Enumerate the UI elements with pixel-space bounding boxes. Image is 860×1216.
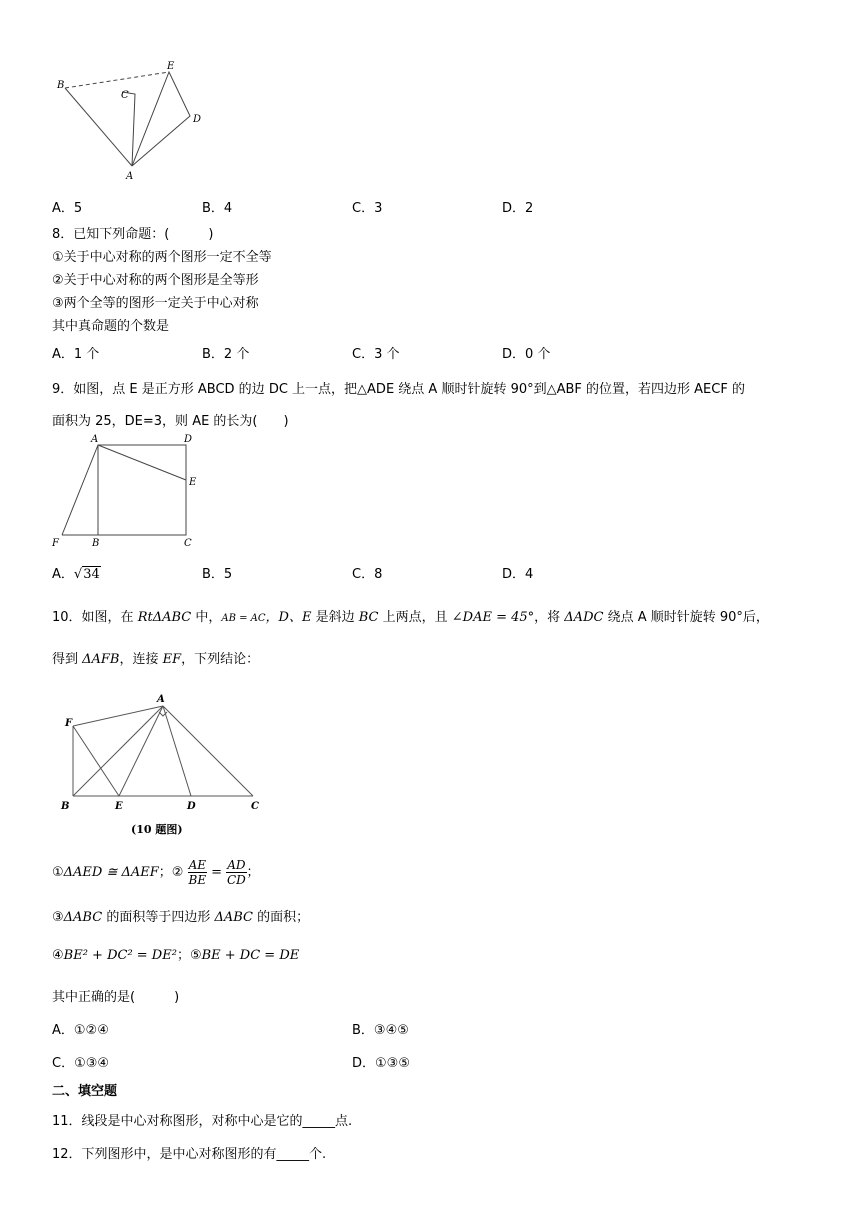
q10-label-a: A xyxy=(157,694,165,705)
q10-label-e: E xyxy=(115,801,123,812)
q10-option-d: D．①③⑤ xyxy=(352,1056,410,1071)
q10-stem-line1: 10．如图，在 RtΔABC 中，AB = AC，D、E 是斜边 BC 上两点，且 ∠DAE = 45°，将 ΔADC 绕点 A 顺时针旋转 90°后， xyxy=(52,610,769,625)
q9-option-c: C．8 xyxy=(352,567,383,582)
q7-figure xyxy=(55,58,215,183)
section-title-fill-in: 二、填空题 xyxy=(52,1084,118,1099)
q9-option-a-sqrt: √34 xyxy=(73,567,100,582)
q8-option-d: D．0 个 xyxy=(502,347,551,362)
q8-item-1: ①关于中心对称的两个图形一定不全等 xyxy=(52,250,272,265)
q9-option-a-radicand: 34 xyxy=(83,567,100,582)
q11-text: 11．线段是中心对称图形，对称中心是它的_____点. xyxy=(52,1114,353,1129)
q9-label-d: D xyxy=(184,434,193,445)
q8-item-2: ②关于中心对称的两个图形是全等形 xyxy=(52,273,259,288)
q9-option-b: B．5 xyxy=(202,567,233,582)
q10-frac-ae-be: $\frac{AE}{BE}$ xyxy=(188,858,207,887)
q12-text: 12．下列图形中，是中心对称图形的有_____个. xyxy=(52,1147,327,1162)
q9-label-f: F xyxy=(52,538,59,549)
q10-conclusion-4-5: ④BE² + DC² = DE²；⑤BE + DC = DE xyxy=(52,948,300,963)
q10-stem-line2: 得到 ΔAFB，连接 EF，下列结论： xyxy=(52,652,260,667)
q10-option-a: A．①②④ xyxy=(52,1023,109,1038)
q7-label-e: E xyxy=(167,61,175,72)
q10-label-b: B xyxy=(61,801,70,812)
q8-option-a: A．1 个 xyxy=(52,347,100,362)
q7-label-c: C xyxy=(121,90,129,101)
q8-stem: 8．已知下列命题：( ) xyxy=(52,227,214,242)
q7-option-b: B．4 xyxy=(202,201,233,216)
q9-option-d: D．4 xyxy=(502,567,534,582)
q8-option-c: C．3 个 xyxy=(352,347,400,362)
q10-conclusion-3: ③ΔABC 的面积等于四边形 ΔABC 的面积； xyxy=(52,910,310,925)
q10-label-f: F xyxy=(65,718,73,729)
q9-label-e: E xyxy=(189,477,197,488)
q7-label-d: D xyxy=(193,114,202,125)
q8-question: 其中真命题的个数是 xyxy=(52,319,170,334)
q10-label-d: D xyxy=(187,801,196,812)
q7-option-d: D．2 xyxy=(502,201,534,216)
q9-label-b: B xyxy=(92,538,100,549)
q8-item-3: ③两个全等的图形一定关于中心对称 xyxy=(52,296,259,311)
q7-option-c: C．3 xyxy=(352,201,383,216)
q10-frac-ad-cd: $\frac{AD}{CD}$ xyxy=(226,858,246,887)
q7-label-b: B xyxy=(57,80,65,91)
q10-question: 其中正确的是( ) xyxy=(52,990,180,1005)
q10-figure-caption: (10 题图) xyxy=(131,823,183,836)
q7-label-a: A xyxy=(126,171,134,182)
q10-option-b: B．③④⑤ xyxy=(352,1023,409,1038)
q9-figure xyxy=(48,430,208,552)
q10-option-c: C．①③④ xyxy=(52,1056,110,1071)
q10-figure xyxy=(55,688,275,840)
q9-option-a-prefix: A． xyxy=(52,567,74,582)
q9-stem-line2: 面积为 25，DE=3，则 AE 的长为( ) xyxy=(52,414,289,429)
q9-option-a xyxy=(52,563,101,582)
q9-label-c: C xyxy=(184,538,192,549)
q9-stem-line1: 9．如图，点 E 是正方形 ABCD 的边 DC 上一点，把△ADE 绕点 A 顺时针旋转 90°到△ABF 的位置，若四边形 AECF 的 xyxy=(52,382,745,397)
q10-label-c: C xyxy=(251,801,259,812)
q7-option-a: A．5 xyxy=(52,201,83,216)
q10-conclusion-1-2: ①ΔAED ≅ ΔAEF；② $\frac{AE}{BE}$ = $\frac{AD}{CD}$ ； xyxy=(52,858,260,887)
q9-label-a: A xyxy=(91,434,99,445)
q8-option-b: B．2 个 xyxy=(202,347,250,362)
